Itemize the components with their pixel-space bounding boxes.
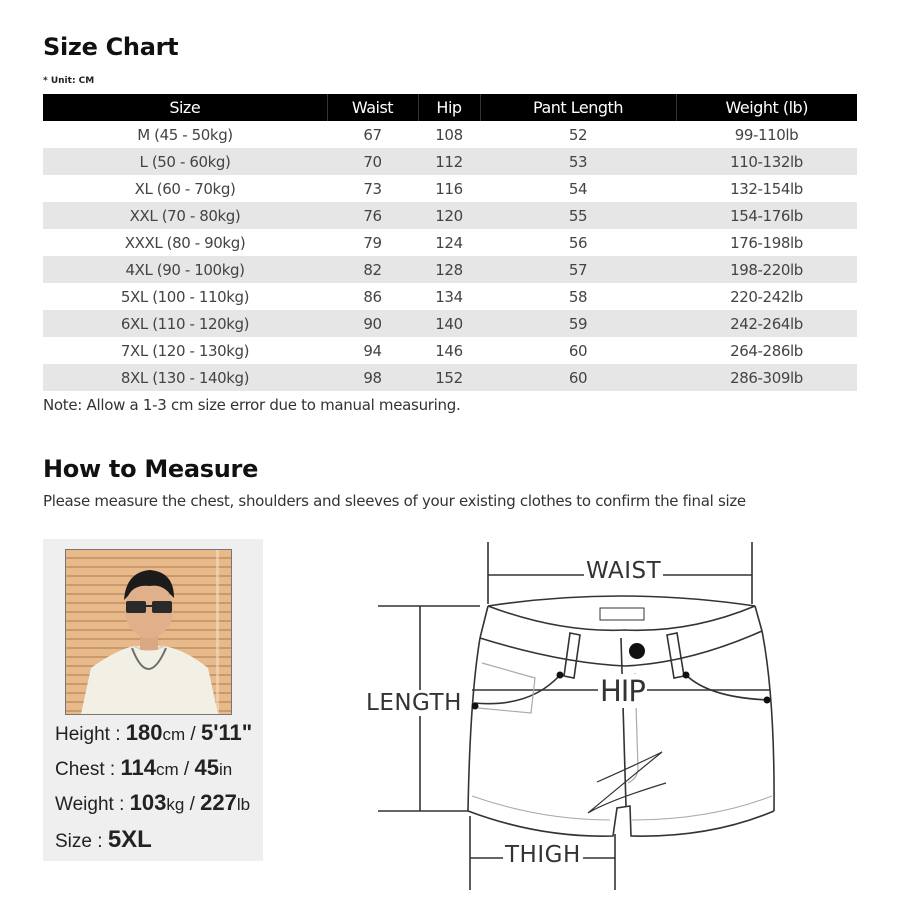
height-cm-unit: cm (162, 725, 186, 744)
cell-hip: 128 (418, 256, 480, 283)
chest-slash: / (178, 759, 195, 780)
size-separator: : (91, 831, 108, 852)
cell-pant-length: 54 (480, 175, 676, 202)
cell-pant-length: 56 (480, 229, 676, 256)
weight-lb-unit: lb (236, 795, 251, 814)
table-row (43, 229, 857, 256)
size-table (43, 94, 857, 391)
height-label: Height (55, 724, 110, 745)
table-row (43, 121, 857, 148)
cell-weight: 220-242lb (676, 283, 857, 310)
size-value: 5XL (107, 826, 152, 853)
column-header-waist: Waist (327, 94, 418, 121)
cell-pant-length: 60 (480, 364, 676, 391)
cell-waist: 86 (327, 283, 418, 310)
measurement-note: Note: Allow a 1-3 cm size error due to manual measuring. (43, 396, 461, 414)
cell-waist: 70 (327, 148, 418, 175)
cell-pant-length: 59 (480, 310, 676, 337)
cell-size: M (45 - 50kg) (43, 121, 327, 148)
model-card (43, 539, 263, 861)
cell-weight: 264-286lb (676, 337, 857, 364)
cell-size: 5XL (100 - 110kg) (43, 283, 327, 310)
cell-hip: 120 (418, 202, 480, 229)
cell-hip: 112 (418, 148, 480, 175)
model-size (55, 826, 152, 854)
weight-lb: 227 (200, 790, 237, 815)
table-row (43, 364, 857, 391)
table-row (43, 310, 857, 337)
cell-size: 4XL (90 - 100kg) (43, 256, 327, 283)
table-header-row (43, 94, 857, 121)
cell-hip: 134 (418, 283, 480, 310)
cell-weight: 286-309lb (676, 364, 857, 391)
cell-weight: 154-176lb (676, 202, 857, 229)
cell-weight: 99-110lb (676, 121, 857, 148)
weight-slash: / (184, 794, 201, 815)
thigh-label: THIGH (505, 842, 581, 868)
model-chest (55, 755, 232, 781)
weight-separator: : (113, 794, 130, 815)
cell-weight: 176-198lb (676, 229, 857, 256)
cell-weight: 132-154lb (676, 175, 857, 202)
table-row (43, 337, 857, 364)
chest-cm: 114 (120, 755, 156, 780)
cell-weight: 110-132lb (676, 148, 857, 175)
table-row (43, 175, 857, 202)
model-height (55, 720, 252, 746)
table-row (43, 256, 857, 283)
model-illustration (66, 550, 231, 714)
cell-waist: 98 (327, 364, 418, 391)
chest-in-unit: in (218, 760, 233, 779)
weight-kg: 103 (129, 790, 167, 815)
model-weight (55, 790, 250, 816)
height-separator: : (109, 724, 126, 745)
cell-waist: 94 (327, 337, 418, 364)
cell-size: 6XL (110 - 120kg) (43, 310, 327, 337)
cell-hip: 124 (418, 229, 480, 256)
cell-waist: 73 (327, 175, 418, 202)
cell-size: 8XL (130 - 140kg) (43, 364, 327, 391)
cell-waist: 79 (327, 229, 418, 256)
cell-weight: 242-264lb (676, 310, 857, 337)
model-photo (65, 549, 232, 715)
unit-note: * Unit: CM (43, 76, 95, 86)
chest-cm-unit: cm (155, 760, 179, 779)
cell-hip: 116 (418, 175, 480, 202)
cell-size: 7XL (120 - 130kg) (43, 337, 327, 364)
size-chart-title: Size Chart (43, 33, 179, 61)
cell-waist: 76 (327, 202, 418, 229)
weight-label: Weight (55, 794, 114, 815)
hip-label: HIP (600, 674, 645, 708)
how-to-measure-title: How to Measure (43, 455, 259, 483)
weight-kg-unit: kg (166, 795, 185, 814)
cell-pant-length: 58 (480, 283, 676, 310)
shorts-measurement-diagram (360, 538, 790, 893)
cell-pant-length: 53 (480, 148, 676, 175)
cell-waist: 67 (327, 121, 418, 148)
cell-hip: 152 (418, 364, 480, 391)
height-cm: 180 (125, 720, 163, 745)
table-row (43, 283, 857, 310)
how-to-measure-subtitle: Please measure the chest, shoulders and sleeves of your existing clothes to confirm the final size (43, 492, 746, 510)
cell-weight: 198-220lb (676, 256, 857, 283)
column-header-size: Size (43, 94, 327, 121)
column-header-weight: Weight (lb) (676, 94, 857, 121)
waist-label: WAIST (586, 558, 662, 584)
cell-pant-length: 52 (480, 121, 676, 148)
cell-hip: 140 (418, 310, 480, 337)
height-slash: / (185, 724, 201, 745)
cell-hip: 146 (418, 337, 480, 364)
chest-label: Chest (55, 759, 105, 780)
table-row (43, 202, 857, 229)
length-label: LENGTH (366, 690, 462, 716)
cell-pant-length: 57 (480, 256, 676, 283)
table-row (43, 148, 857, 175)
cell-pant-length: 55 (480, 202, 676, 229)
cell-size: XL (60 - 70kg) (43, 175, 327, 202)
column-header-pant-length: Pant Length (480, 94, 676, 121)
chest-separator: : (104, 759, 121, 780)
cell-hip: 108 (418, 121, 480, 148)
height-ft: 5'11" (201, 720, 253, 745)
cell-size: XXL (70 - 80kg) (43, 202, 327, 229)
column-header-hip: Hip (418, 94, 480, 121)
cell-size: L (50 - 60kg) (43, 148, 327, 175)
chest-in: 45 (194, 755, 219, 780)
cell-pant-length: 60 (480, 337, 676, 364)
cell-waist: 90 (327, 310, 418, 337)
cell-size: XXXL (80 - 90kg) (43, 229, 327, 256)
size-label: Size (55, 831, 92, 852)
cell-waist: 82 (327, 256, 418, 283)
